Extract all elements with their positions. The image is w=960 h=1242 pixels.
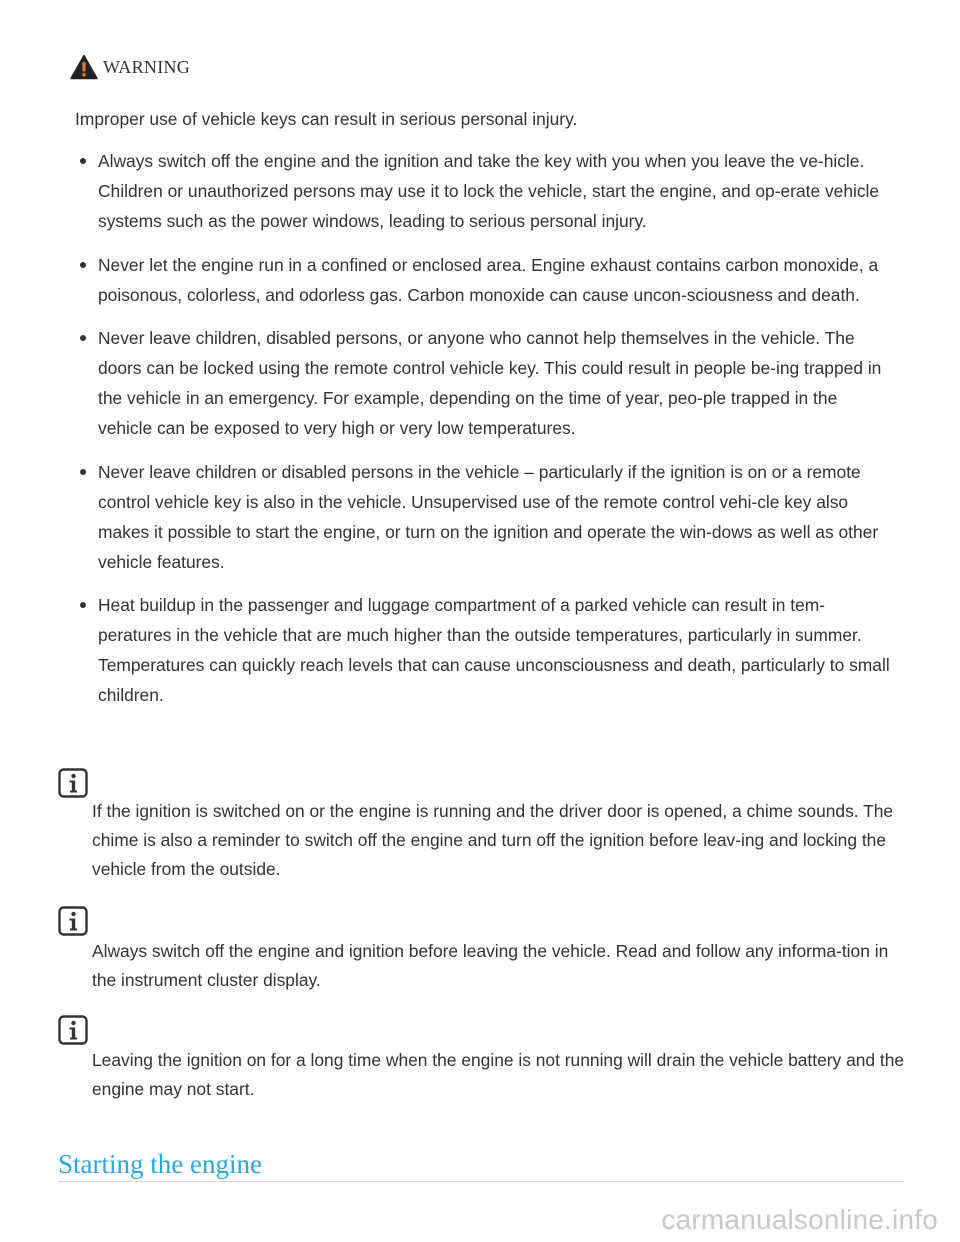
bullet-icon: [80, 158, 86, 164]
warning-list-item: [0, 146, 960, 236]
watermark: carmanualsonline.info: [661, 1204, 938, 1235]
warning-list: [0, 146, 960, 724]
bullet-icon: [80, 335, 86, 341]
warning-item-text: Never let the engine run in a confined or enclosed area. Engine exhaust contains carbon monoxide, a poisonous, colorless, and odorless gas. Carbon monoxide can cause uncon-sciousness and death.: [98, 254, 879, 305]
warning-list-item: [0, 323, 960, 443]
note-text: Leaving the ignition on for a long time when the engine is not running will drain the vehicle battery and the engine may not start.: [92, 1050, 905, 1099]
info-icon: [58, 768, 88, 798]
note-ignition-chime: [58, 768, 908, 884]
bullet-icon: [80, 262, 86, 268]
warning-title: WARNING: [103, 57, 191, 77]
warning-list-item: [0, 457, 960, 577]
bullet-icon: [80, 602, 86, 608]
note-text: If the ignition is switched on or the engine is running and the driver door is opened, a chime sounds. The chime is also a reminder to switch off the engine and turn off the ignition before leav-ing and locking the vehicle from the outside.: [92, 801, 894, 879]
warning-list-item: [0, 590, 960, 710]
warning-list-item: [0, 250, 960, 310]
warning-triangle-icon: [70, 54, 98, 80]
info-icon: [58, 1015, 88, 1045]
note-battery-drain: [58, 1015, 908, 1104]
section-divider: [58, 1181, 904, 1182]
note-text: Always switch off the engine and ignition before leaving the vehicle. Read and follow any informa-tion in the instrument cluster display.: [92, 941, 889, 990]
info-icon: [58, 906, 88, 936]
note-switch-off: [58, 906, 908, 995]
warning-item-text: Never leave children, disabled persons, or anyone who cannot help themselves in the vehicle. The doors can be locked using the remote control vehicle key. This could result in people be-ing trapped in the vehicle in an emergency. For example, depending on the time of year, peo-ple trapped in the vehicle can be exposed to very high or very low temperatures.: [98, 328, 882, 438]
warning-header: [70, 54, 190, 80]
bullet-icon: [80, 469, 86, 475]
warning-item-text: Heat buildup in the passenger and luggage compartment of a parked vehicle can result in tem-peratures in the vehicle that are much higher than the outside temperatures, particularly in summer. Temperatures can quickly reach levels that can cause unconsciousness and death, particularly to small children.: [98, 595, 890, 705]
warning-item-text: Never leave children or disabled persons in the vehicle – particularly if the ignition is on or a remote control vehicle key is also in the vehicle. Unsupervised use of the remote control vehi-cle key also makes it possible to start the engine, or turn on the ignition and operate the win-dows as well as other vehicle features.: [98, 461, 879, 572]
warning-item-text: Always switch off the engine and the ignition and take the key with you when you leave the ve-hicle. Children or unauthorized persons may use it to lock the vehicle, start the engine, and op-erate vehicle systems such as the power windows, leading to serious personal injury.: [98, 151, 880, 231]
warning-intro: Improper use of vehicle keys can result in serious personal injury.: [75, 109, 578, 129]
section-title: Starting the engine: [58, 1149, 262, 1179]
